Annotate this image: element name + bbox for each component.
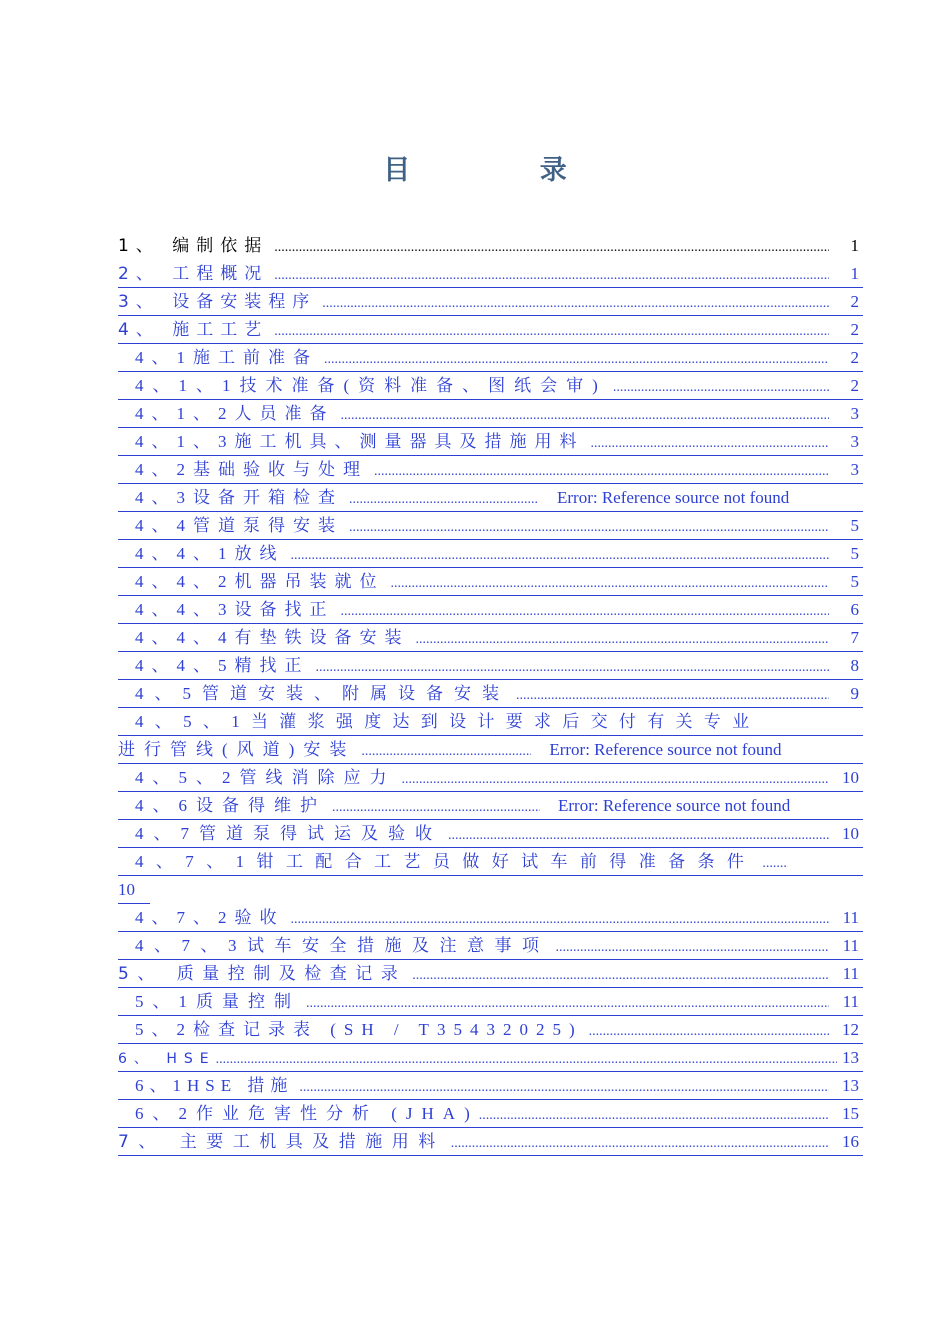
toc-leader-dots xyxy=(291,906,830,934)
toc-entry[interactable] xyxy=(118,428,863,456)
toc-entry[interactable] xyxy=(118,1016,863,1044)
toc-leader-dots xyxy=(361,738,531,766)
toc-entry[interactable] xyxy=(118,1072,863,1100)
toc-page-number: 13 xyxy=(842,1076,859,1095)
toc-leader-dots xyxy=(762,850,788,878)
toc-entry[interactable] xyxy=(118,820,863,848)
toc-entry-text: 4、7、2验收 xyxy=(135,908,285,927)
toc-page-number: 12 xyxy=(842,1020,859,1039)
toc-leader-dots xyxy=(416,626,830,654)
toc-leader-dots xyxy=(341,402,830,430)
toc-page-number: 11 xyxy=(842,992,859,1011)
toc-leader-dots xyxy=(291,542,830,570)
toc-page-number: 11 xyxy=(842,936,859,955)
toc-page-number: 8 xyxy=(850,656,859,675)
toc-entry[interactable] xyxy=(118,316,863,344)
toc-leader-dots xyxy=(316,654,830,682)
toc-entry-text: 4、3设备开箱检查 xyxy=(135,488,343,507)
toc-leader-dots xyxy=(451,1130,829,1158)
toc-entry-text: 4、1、3施工机具、测量器具及措施用料 xyxy=(135,432,585,451)
toc-entry-text: 5、1质量控制 xyxy=(135,992,300,1011)
toc-entry-text: 5、2检查记录表 (SH / T35432025) xyxy=(135,1020,583,1039)
toc-entry[interactable] xyxy=(118,708,863,736)
toc-leader-dots xyxy=(349,486,539,514)
toc-entry[interactable] xyxy=(118,260,863,288)
toc-entry-text: 4、4、3设备找正 xyxy=(135,600,335,619)
toc-entry[interactable] xyxy=(118,568,863,596)
toc-entry[interactable] xyxy=(118,512,863,540)
toc-leader-dots xyxy=(299,1074,829,1102)
toc-entry-text: 4、4、4有垫铁设备安装 xyxy=(135,628,410,647)
toc-entry-text: 4、7、1钳工配合工艺员做好试车前得准备条件 xyxy=(135,852,757,871)
toc-entry[interactable] xyxy=(118,288,863,316)
toc-entry-text: 进行管线(风道)安装 xyxy=(118,740,356,759)
toc-entry-text: 3、 设备安装程序 xyxy=(118,292,317,312)
toc-page-number: 2 xyxy=(850,348,859,367)
toc-entry-text: 4、5、2管线消除应力 xyxy=(135,768,396,787)
toc-entry[interactable] xyxy=(118,1100,863,1128)
toc-entry[interactable] xyxy=(118,652,863,680)
toc-page-number: 7 xyxy=(850,628,859,647)
toc-entry-continuation[interactable] xyxy=(118,876,150,904)
toc-page-number: 1 xyxy=(850,236,859,255)
toc-entry-text: 4、 施工工艺 xyxy=(118,320,269,340)
toc-entry-text: 4、1、1技术准备(资料准备、图纸会审) xyxy=(135,376,607,395)
toc-leader-dots xyxy=(591,430,830,458)
toc-page-number: 3 xyxy=(850,460,859,479)
toc-leader-dots xyxy=(324,346,829,374)
toc-reference-error: Error: Reference source not found xyxy=(549,740,782,759)
toc-entry-text: 4、4管道泵得安装 xyxy=(135,516,343,535)
toc-leader-dots xyxy=(412,962,829,990)
toc-entry[interactable] xyxy=(118,848,863,876)
toc-entry-text: 2、 工程概况 xyxy=(118,264,269,284)
toc-page-number: 11 xyxy=(842,964,859,983)
toc-entry[interactable] xyxy=(118,904,863,932)
toc-page-number: 2 xyxy=(850,320,859,339)
toc-entry-text: 4、2基础验收与处理 xyxy=(135,460,368,479)
toc-entry[interactable] xyxy=(118,680,863,708)
toc-leader-dots xyxy=(322,290,829,318)
toc-page-number: 3 xyxy=(850,432,859,451)
toc-leader-dots xyxy=(274,262,829,290)
toc-page-number: 6 xyxy=(850,600,859,619)
toc-entry[interactable] xyxy=(118,372,863,400)
toc-entry[interactable] xyxy=(118,456,863,484)
toc-entry[interactable] xyxy=(118,596,863,624)
toc-entry[interactable] xyxy=(118,960,863,988)
toc-entry[interactable] xyxy=(118,624,863,652)
toc-page-number: 5 xyxy=(850,516,859,535)
toc-entry[interactable] xyxy=(118,1044,863,1072)
toc-leader-dots xyxy=(349,514,829,542)
toc-leader-dots xyxy=(332,794,540,822)
toc-entry[interactable] xyxy=(118,400,863,428)
page-title: 目 录 xyxy=(383,155,627,186)
toc-entry-text: 4、4、2机器吊装就位 xyxy=(135,572,385,591)
toc-reference-error: Error: Reference source not found xyxy=(558,796,791,815)
table-of-contents xyxy=(118,232,863,1156)
toc-entry[interactable] xyxy=(118,344,863,372)
toc-entry-continuation[interactable] xyxy=(118,736,863,764)
toc-page-number: 10 xyxy=(842,824,859,843)
toc-entry-text: 4、4、5精找正 xyxy=(135,656,310,675)
toc-entry-text: 6、 HSE xyxy=(118,1051,216,1067)
toc-page-number: 5 xyxy=(850,544,859,563)
toc-page-number: 10 xyxy=(842,768,859,787)
toc-leader-dots xyxy=(391,570,830,598)
toc-leader-dots xyxy=(589,1018,829,1046)
toc-page-number: 16 xyxy=(842,1132,859,1151)
toc-entry-text: 4、4、1放线 xyxy=(135,544,285,563)
toc-entry-text: 1、 编制依据 xyxy=(118,236,269,256)
toc-page-number: 15 xyxy=(842,1104,859,1123)
toc-leader-dots xyxy=(516,682,829,710)
toc-leader-dots xyxy=(306,990,829,1018)
toc-leader-dots xyxy=(402,766,830,794)
toc-entry[interactable] xyxy=(118,540,863,568)
toc-entry[interactable] xyxy=(118,764,863,792)
toc-entry[interactable] xyxy=(118,932,863,960)
toc-entry-text: 6、2作业危害性分析 (JHA) xyxy=(135,1104,479,1123)
toc-entry-text: 4、5、1当灌浆强度达到设计要求后交付有关专业 xyxy=(135,712,761,731)
toc-entry-text: 4、1施工前准备 xyxy=(135,348,318,367)
toc-entry-text: 4、7管道泵得试运及验收 xyxy=(135,824,442,843)
toc-entry[interactable] xyxy=(118,232,863,260)
toc-page-number: 9 xyxy=(850,684,859,703)
toc-page-number: 5 xyxy=(850,572,859,591)
toc-leader-dots xyxy=(374,458,829,486)
toc-entry-text: 5、 质量控制及检查记录 xyxy=(118,964,407,984)
toc-leader-dots xyxy=(556,934,830,962)
toc-page-number: 3 xyxy=(850,404,859,423)
toc-entry[interactable] xyxy=(118,1128,863,1156)
toc-page-number: 2 xyxy=(850,292,859,311)
toc-leader-dots xyxy=(274,234,829,262)
toc-entry[interactable] xyxy=(118,484,863,512)
toc-leader-dots xyxy=(448,822,829,850)
toc-leader-dots xyxy=(274,318,829,346)
toc-entry-text: 7、 主要工机具及措施用料 xyxy=(118,1132,445,1152)
toc-leader-dots xyxy=(216,1046,837,1074)
toc-entry-text: 4、1、2人员准备 xyxy=(135,404,335,423)
toc-leader-dots xyxy=(613,374,829,402)
toc-entry-text: 4、7、3试车安全措施及注意事项 xyxy=(135,936,550,955)
toc-entry-text: 4、6设备得维护 xyxy=(135,796,326,815)
toc-leader-dots xyxy=(479,1102,829,1130)
toc-reference-error: Error: Reference source not found xyxy=(557,488,790,507)
toc-page-number: 10 xyxy=(118,880,135,899)
toc-entry-text: 6、1HSE 措施 xyxy=(135,1076,294,1095)
toc-page-number: 2 xyxy=(850,376,859,395)
toc-page-number: 11 xyxy=(842,908,859,927)
toc-leader-dots xyxy=(341,598,830,626)
toc-entry[interactable] xyxy=(118,792,863,820)
toc-page-number: 1 xyxy=(850,264,859,283)
toc-entry-text: 4、5管道安装、附属设备安装 xyxy=(135,684,510,703)
toc-entry[interactable] xyxy=(118,988,863,1016)
toc-page-number: 13 xyxy=(842,1048,859,1067)
